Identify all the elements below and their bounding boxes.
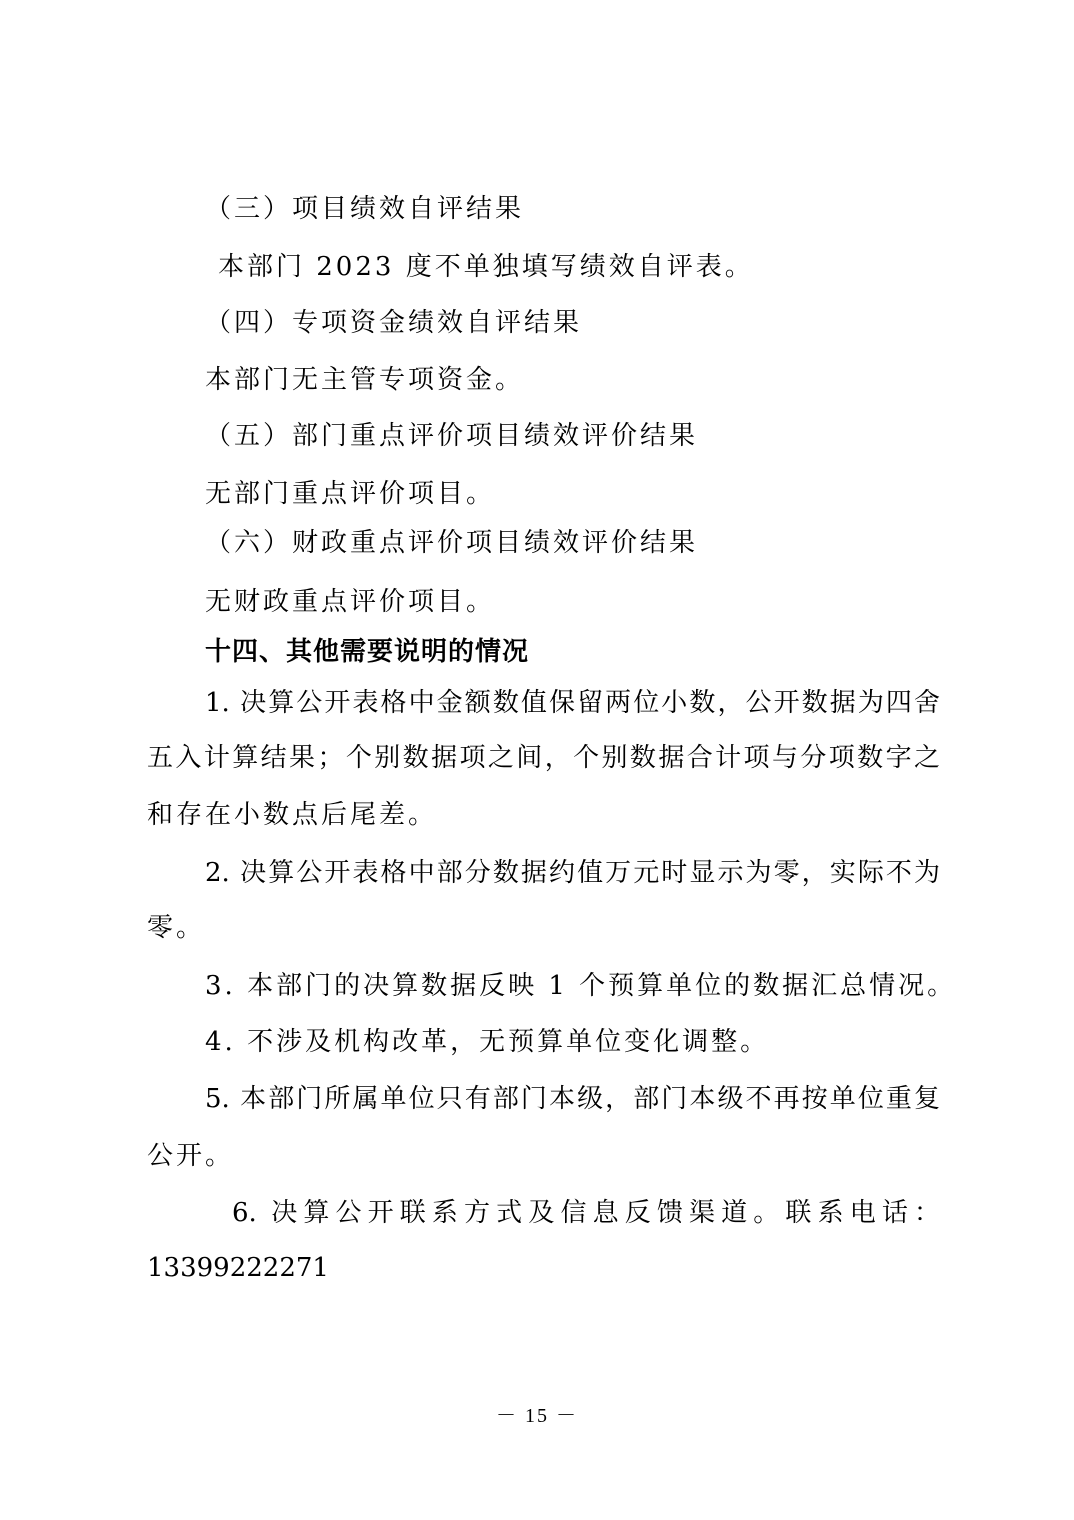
chapter-heading: 十四、其他需要说明的情况 [205,637,530,667]
section-heading-4: （四）专项资金绩效自评结果 [205,308,583,338]
paragraph-line: 4. 不涉及机构改革，无预算单位变化调整。 [205,1027,770,1057]
paragraph-line: 五入计算结果；个别数据项之间，个别数据合计项与分项数字之 [147,743,940,773]
paragraph-line: 5. 本部门所属单位只有部门本级，部门本级不再按单位重复 [205,1084,940,1114]
paragraph-line: 3. 本部门的决算数据反映 1 个预算单位的数据汇总情况。 [205,971,957,1001]
paragraph-line: 零。 [147,913,206,943]
paragraph-line: 和存在小数点后尾差。 [147,800,438,830]
section-heading-3: （三）项目绩效自评结果 [205,194,525,224]
page-number: － 15 － [496,1405,578,1427]
paragraph-line: 2. 决算公开表格中部分数据约值万元时显示为零，实际不为 [205,858,940,888]
contact-phone: 13399222271 [147,1253,329,1283]
paragraph-line: 6. 决算公开联系方式及信息反馈渠道。联系电话： [232,1198,940,1228]
paragraph-line: 本部门无主管专项资金。 [205,365,525,395]
paragraph-line: 本部门 2023 度不单独填写绩效自评表。 [218,252,754,282]
section-heading-6: （六）财政重点评价项目绩效评价结果 [205,528,699,558]
paragraph-line: 1. 决算公开表格中金额数值保留两位小数，公开数据为四舍 [205,688,940,718]
paragraph-line: 公开。 [147,1141,235,1171]
section-heading-5: （五）部门重点评价项目绩效评价结果 [205,421,699,451]
paragraph-line: 无财政重点评价项目。 [205,587,496,617]
paragraph-line: 无部门重点评价项目。 [205,479,496,509]
